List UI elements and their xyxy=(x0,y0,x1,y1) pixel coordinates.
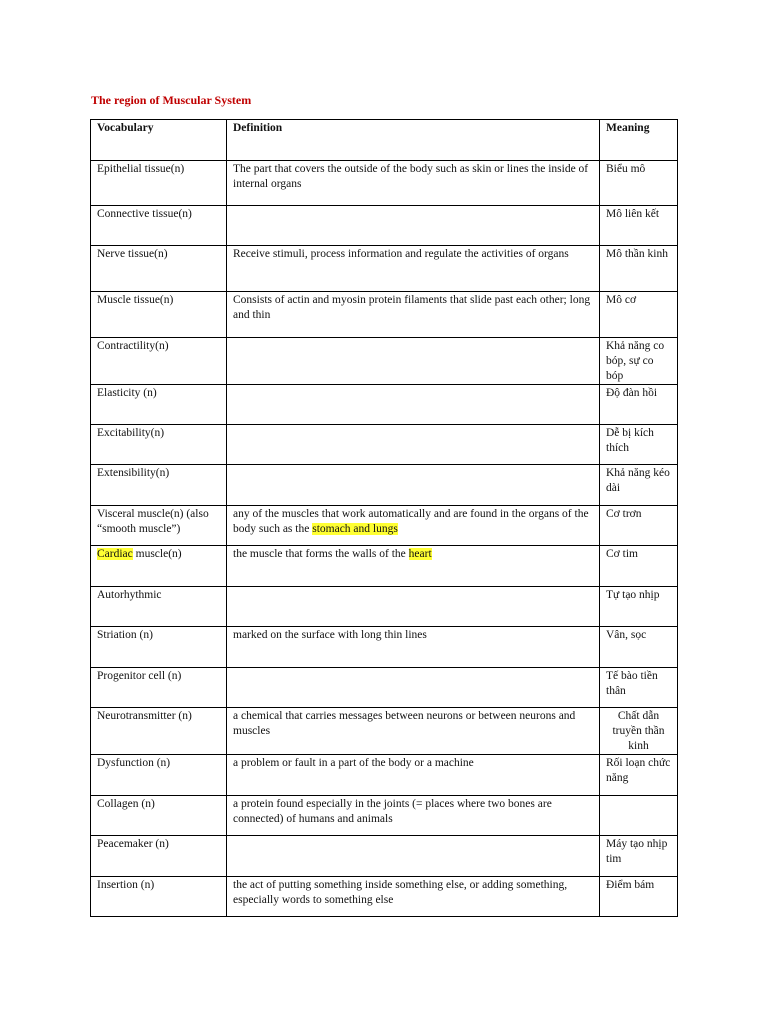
cell-text: Mô cơ xyxy=(606,294,637,306)
page-title: The region of Muscular System xyxy=(91,93,252,107)
cell-text: Extensibility(n) xyxy=(97,467,170,479)
table-row xyxy=(91,796,678,836)
cell-text: Contractility(n) xyxy=(97,340,169,352)
cell-text: Cơ trơn xyxy=(606,508,642,520)
vocab-cell xyxy=(91,668,227,708)
vocab-cell xyxy=(91,338,227,385)
cell-text: Excitability(n) xyxy=(97,427,165,439)
cell-text: Insertion (n) xyxy=(97,879,155,891)
table-row xyxy=(91,546,678,587)
table-row xyxy=(91,206,678,246)
cell-text: Striation (n) xyxy=(97,629,153,641)
cell-text: Tế bào tiền thân xyxy=(606,670,658,697)
cell-text: Dễ bị kích thích xyxy=(606,427,654,454)
cell-text: a problem or fault in a part of the body or a machine xyxy=(233,757,474,769)
cell-text: Rối loạn chức năng xyxy=(606,757,671,784)
cell-text: Autorhythmic xyxy=(97,589,162,601)
meaning-cell xyxy=(600,627,678,668)
cell-text: Elasticity (n) xyxy=(97,387,157,399)
cell-text: Neurotransmitter (n) xyxy=(97,710,192,722)
definition-cell xyxy=(227,465,600,506)
vocab-cell xyxy=(91,587,227,627)
cell-text: Mô thần kinh xyxy=(606,248,668,260)
definition-cell xyxy=(227,385,600,425)
vocab-cell xyxy=(91,246,227,292)
cell-text: Khả năng kéo dài xyxy=(606,467,670,494)
highlighted-text: heart xyxy=(408,548,432,560)
cell-text: Connective tissue(n) xyxy=(97,208,192,220)
vocab-cell xyxy=(91,206,227,246)
meaning-cell xyxy=(600,796,678,836)
definition-cell xyxy=(227,338,600,385)
meaning-cell xyxy=(600,708,678,755)
definition-cell xyxy=(227,425,600,465)
definition-cell xyxy=(227,796,600,836)
meaning-cell xyxy=(600,338,678,385)
definition-cell xyxy=(227,627,600,668)
table-row xyxy=(91,465,678,506)
vocab-cell xyxy=(91,546,227,587)
cell-text: Nerve tissue(n) xyxy=(97,248,168,260)
definition-cell xyxy=(227,546,600,587)
highlighted-text: Cardiac xyxy=(97,548,133,560)
definition-cell xyxy=(227,836,600,877)
meaning-cell xyxy=(600,206,678,246)
meaning-cell xyxy=(600,546,678,587)
table-row xyxy=(91,425,678,465)
vocab-cell xyxy=(91,425,227,465)
vocab-cell xyxy=(91,506,227,546)
highlighted-text: stomach and lungs xyxy=(312,523,398,535)
cell-text: Consists of actin and myosin protein filaments that slide past each other; long and thin xyxy=(233,294,591,321)
table-row xyxy=(91,506,678,546)
definition-cell xyxy=(227,246,600,292)
cell-text: Visceral muscle(n) (also “smooth muscle”) xyxy=(97,508,209,535)
vocab-cell xyxy=(91,385,227,425)
table-row xyxy=(91,668,678,708)
meaning-cell xyxy=(600,385,678,425)
cell-text: a chemical that carries messages between neurons or between neurons and muscles xyxy=(233,710,576,737)
table-row xyxy=(91,755,678,796)
header-definition: Definition xyxy=(227,120,600,161)
table-row xyxy=(91,246,678,292)
cell-text: marked on the surface with long thin lines xyxy=(233,629,427,641)
table-row xyxy=(91,587,678,627)
vocab-cell xyxy=(91,755,227,796)
vocab-cell xyxy=(91,627,227,668)
table-row xyxy=(91,627,678,668)
cell-text: a protein found especially in the joints (= places where two bones are connected) of humans and animals xyxy=(233,798,552,825)
meaning-cell xyxy=(600,506,678,546)
cell-text: Muscle tissue(n) xyxy=(97,294,174,306)
meaning-cell xyxy=(600,161,678,206)
header-meaning: Meaning xyxy=(600,120,678,161)
cell-text: Máy tạo nhịp tim xyxy=(606,838,668,865)
meaning-cell xyxy=(600,836,678,877)
cell-text: Epithelial tissue(n) xyxy=(97,163,185,175)
cell-text: Tự tạo nhịp xyxy=(606,589,660,601)
cell-text: Độ đàn hồi xyxy=(606,387,658,399)
cell-text: Cơ tim xyxy=(606,548,638,560)
header-vocabulary: Vocabulary xyxy=(91,120,227,161)
vocab-cell xyxy=(91,708,227,755)
cell-text: the muscle that forms the walls of the xyxy=(233,548,409,560)
cell-text: Chất dẫn truyền thần kinh xyxy=(612,710,665,752)
table-row xyxy=(91,836,678,877)
definition-cell xyxy=(227,161,600,206)
cell-text: Progenitor cell (n) xyxy=(97,670,182,682)
cell-text: Peacemaker (n) xyxy=(97,838,169,850)
definition-cell xyxy=(227,206,600,246)
cell-text: muscle(n) xyxy=(132,548,182,560)
cell-text: Điểm bám xyxy=(606,879,655,891)
cell-text: Collagen (n) xyxy=(97,798,155,810)
meaning-cell xyxy=(600,292,678,338)
table-header-row xyxy=(91,120,678,161)
definition-cell xyxy=(227,292,600,338)
definition-cell xyxy=(227,587,600,627)
meaning-cell xyxy=(600,877,678,917)
meaning-cell xyxy=(600,587,678,627)
vocab-cell xyxy=(91,465,227,506)
cell-text: Khả năng co bóp, sự co bóp xyxy=(606,340,665,382)
cell-text: any of the muscles that work automatically and are found in the organs of the body such as the xyxy=(233,508,589,535)
vocab-cell xyxy=(91,292,227,338)
table-row xyxy=(91,292,678,338)
cell-text: Biểu mô xyxy=(606,163,646,175)
definition-cell xyxy=(227,708,600,755)
definition-cell xyxy=(227,755,600,796)
vocab-cell xyxy=(91,796,227,836)
cell-text: Receive stimuli, process information and regulate the activities of organs xyxy=(233,248,569,260)
cell-text: Vân, sọc xyxy=(606,629,647,641)
cell-text: the act of putting something inside something else, or adding something, especially words to something else xyxy=(233,879,568,906)
vocab-cell xyxy=(91,161,227,206)
vocab-cell xyxy=(91,877,227,917)
meaning-cell xyxy=(600,246,678,292)
vocabulary-table xyxy=(90,119,678,917)
meaning-cell xyxy=(600,755,678,796)
cell-text: Mô liên kết xyxy=(606,208,660,220)
table-row xyxy=(91,385,678,425)
vocab-cell xyxy=(91,836,227,877)
table-row xyxy=(91,338,678,385)
meaning-cell xyxy=(600,668,678,708)
definition-cell xyxy=(227,668,600,708)
definition-cell xyxy=(227,877,600,917)
meaning-cell xyxy=(600,425,678,465)
table-row xyxy=(91,877,678,917)
cell-text: Dysfunction (n) xyxy=(97,757,171,769)
table-row xyxy=(91,161,678,206)
definition-cell xyxy=(227,506,600,546)
cell-text: The part that covers the outside of the body such as skin or lines the inside of internal organs xyxy=(233,163,589,190)
meaning-cell xyxy=(600,465,678,506)
table-row xyxy=(91,708,678,755)
